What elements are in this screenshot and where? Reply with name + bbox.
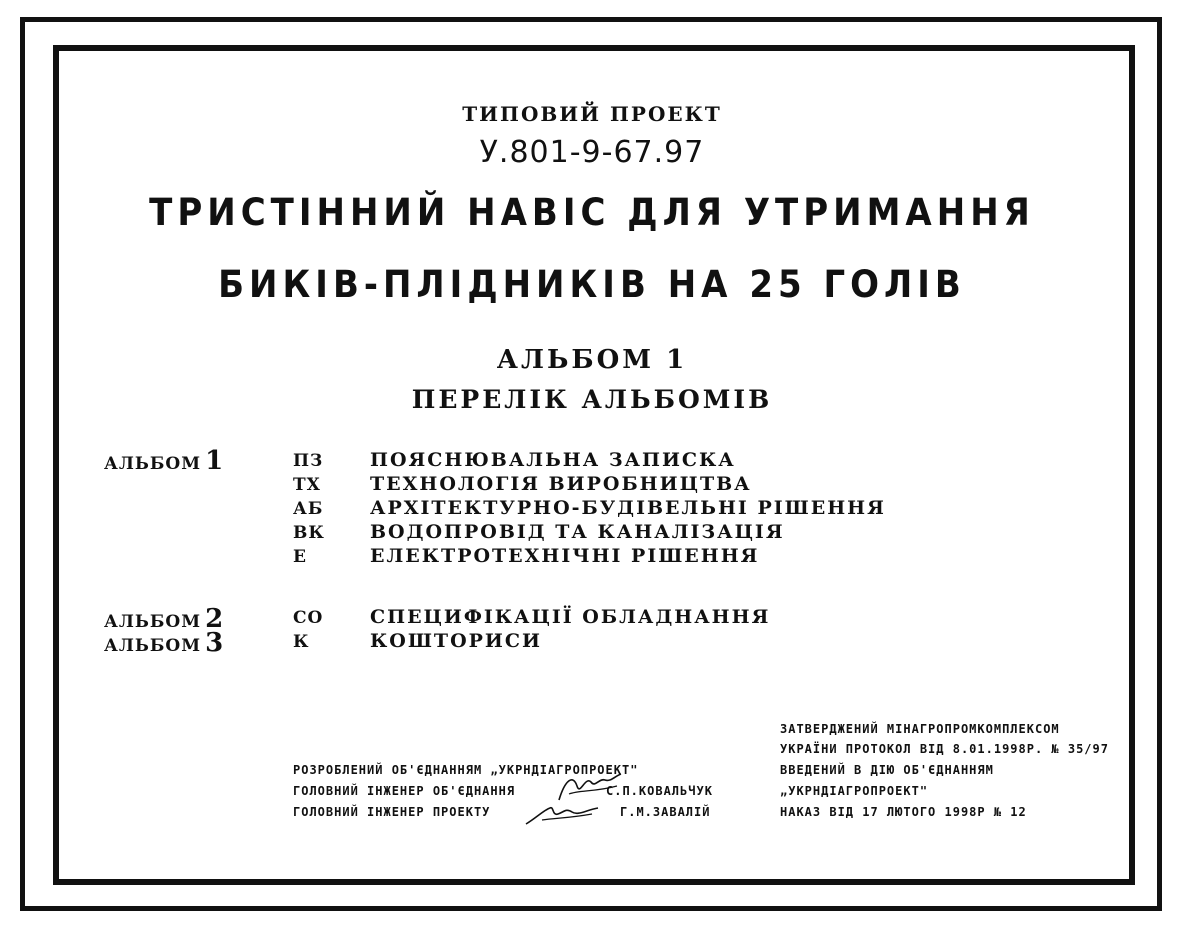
approval-line-2: УКРАЇНИ ПРОТОКОЛ ВІД 8.01.1998Р. № 35/97 bbox=[780, 742, 1109, 756]
section-code: ВК bbox=[293, 523, 325, 543]
section-code: Е bbox=[293, 547, 307, 567]
project-code: У.801-9-67.97 bbox=[479, 135, 705, 170]
chief-engineer-project: ГОЛОВНИЙ ІНЖЕНЕР ПРОЕКТУ bbox=[293, 805, 491, 819]
album-label-2: АЛЬБОМ 2 bbox=[104, 604, 224, 634]
section-title: ТЕХНОЛОГІЯ ВИРОБНИЦТВА bbox=[370, 473, 752, 495]
signature-zavaliy bbox=[522, 800, 602, 830]
project-type: ТИПОВИЙ ПРОЕКТ bbox=[462, 102, 722, 126]
section-title: АРХІТЕКТУРНО-БУДІВЕЛЬНІ РІШЕННЯ bbox=[370, 497, 886, 519]
section-code: СО bbox=[293, 608, 324, 628]
approval-line-4: „УКРНДІАГРОПРОЕКТ" bbox=[780, 784, 929, 798]
approval-line-3: ВВЕДЕНИЙ В ДІЮ ОБ'ЄДНАННЯМ bbox=[780, 763, 994, 777]
section-title: ПОЯСНЮВАЛЬНА ЗАПИСКА bbox=[370, 449, 736, 471]
album-list-title: ПЕРЕЛІК АЛЬБОМІВ bbox=[411, 385, 773, 414]
album-label-3: АЛЬБОМ 3 bbox=[104, 628, 224, 658]
section-code: ТХ bbox=[293, 475, 321, 495]
title-line-1: ТРИСТІННИЙ НАВІС ДЛЯ УТРИМАННЯ bbox=[149, 191, 1035, 235]
section-title: ВОДОПРОВІД ТА КАНАЛІЗАЦІЯ bbox=[370, 521, 785, 543]
section-title: ЕЛЕКТРОТЕХНІЧНІ РІШЕННЯ bbox=[370, 545, 760, 567]
section-code: К bbox=[293, 632, 310, 652]
section-title: КОШТОРИСИ bbox=[370, 630, 542, 652]
approval-line-5: НАКАЗ ВІД 17 ЛЮТОГО 1998Р № 12 bbox=[780, 805, 1027, 819]
album-label-1: АЛЬБОМ 1 bbox=[104, 446, 224, 476]
album-heading: АЛЬБОМ 1 bbox=[496, 345, 688, 375]
section-code: ПЗ bbox=[293, 451, 324, 471]
title-line-2: БИКІВ-ПЛІДНИКІВ НА 25 ГОЛІВ bbox=[218, 263, 966, 307]
section-code: АБ bbox=[293, 499, 324, 519]
developer-line: РОЗРОБЛЕНИЙ ОБ'ЄДНАННЯМ „УКРНДІАГРОПРОЕКТ" bbox=[293, 763, 639, 777]
section-title: СПЕЦИФІКАЦІЇ ОБЛАДНАННЯ bbox=[370, 606, 771, 628]
chief-engineer-association: ГОЛОВНИЙ ІНЖЕНЕР ОБ'ЄДНАННЯ bbox=[293, 784, 516, 798]
chief-engineer-project-name: Г.М.ЗАВАЛІЙ bbox=[620, 805, 711, 819]
chief-engineer-association-name: С.П.КОВАЛЬЧУК bbox=[606, 784, 713, 798]
approval-line-1: ЗАТВЕРДЖЕНИЙ МІНАГРОПРОМКОМПЛЕКСОМ bbox=[780, 722, 1060, 736]
